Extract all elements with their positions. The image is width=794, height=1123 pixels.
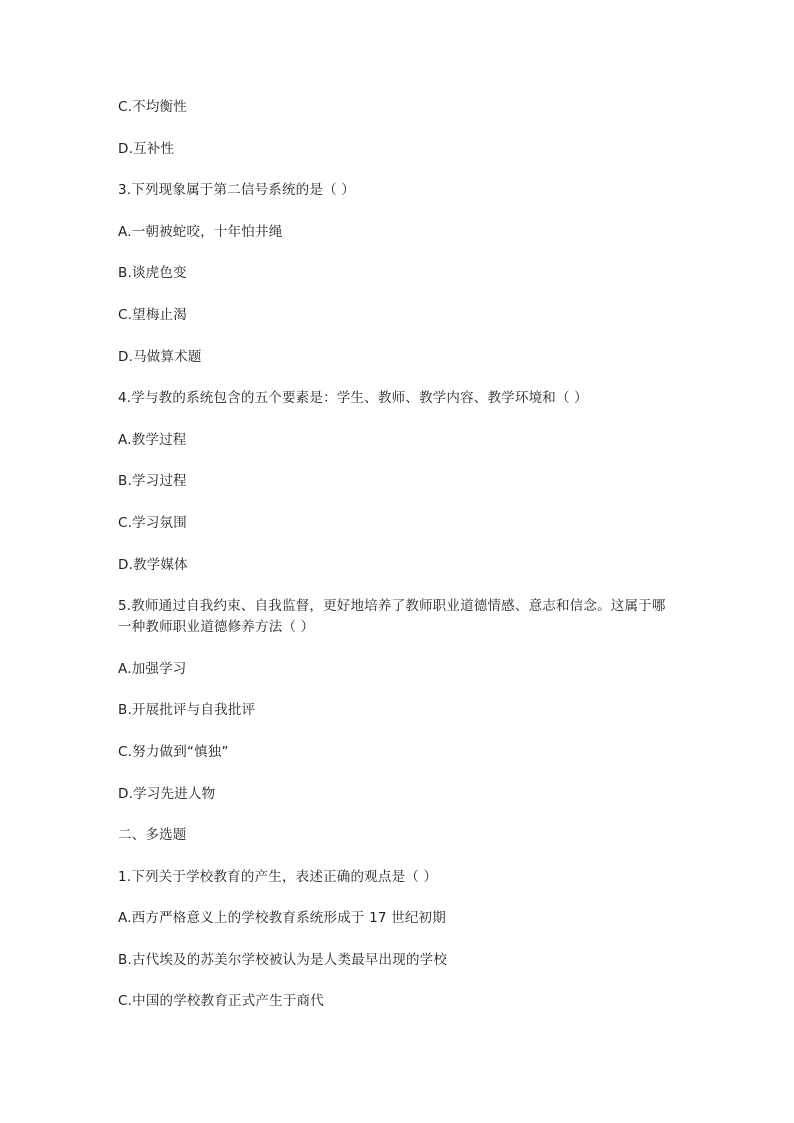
question-text: 4.学与教的系统包含的五个要素是：学生、教师、教学内容、教学环境和（ ） [118,390,588,407]
question-text: 3.下列现象属于第二信号系统的是（ ） [118,182,355,199]
question-text: 5.教师通过自我约束、自我监督，更好地培养了教师职业道德情感、意志和信念。这属于哪一种教师职业道德修养方法（ ） [118,598,666,636]
option-text: B.谈虎色变 [118,265,187,282]
option-text: D.教学媒体 [118,556,188,573]
option-text: A.教学过程 [118,431,187,448]
option-text: C.望梅止渴 [118,306,187,323]
option-text: B.学习过程 [118,473,187,490]
page-content [118,97,678,1033]
option-text: C.中国的学校教育正式产生于商代 [118,993,324,1010]
option-text: A.加强学习 [118,660,187,677]
option-text: B.开展批评与自我批评 [118,702,256,719]
option-text: A.西方严格意义上的学校教育系统形成于 17 世纪初期 [118,910,446,927]
option-text: D.学习先进人物 [118,785,216,802]
option-text: D.互补性 [118,140,175,157]
section-heading: 二、多选题 [118,827,187,844]
option-text: A.一朝被蛇咬，十年怕井绳 [118,223,283,240]
option-text: C.努力做到“慎独” [118,743,229,760]
option-text: C.学习氛围 [118,514,187,531]
option-text: B.古代埃及的苏美尔学校被认为是人类最早出现的学校 [118,951,448,968]
option-text: C.不均衡性 [118,99,187,115]
question-text: 1.下列关于学校教育的产生，表述正确的观点是（ ） [118,868,438,885]
option-text: D.马做算术题 [118,348,202,365]
